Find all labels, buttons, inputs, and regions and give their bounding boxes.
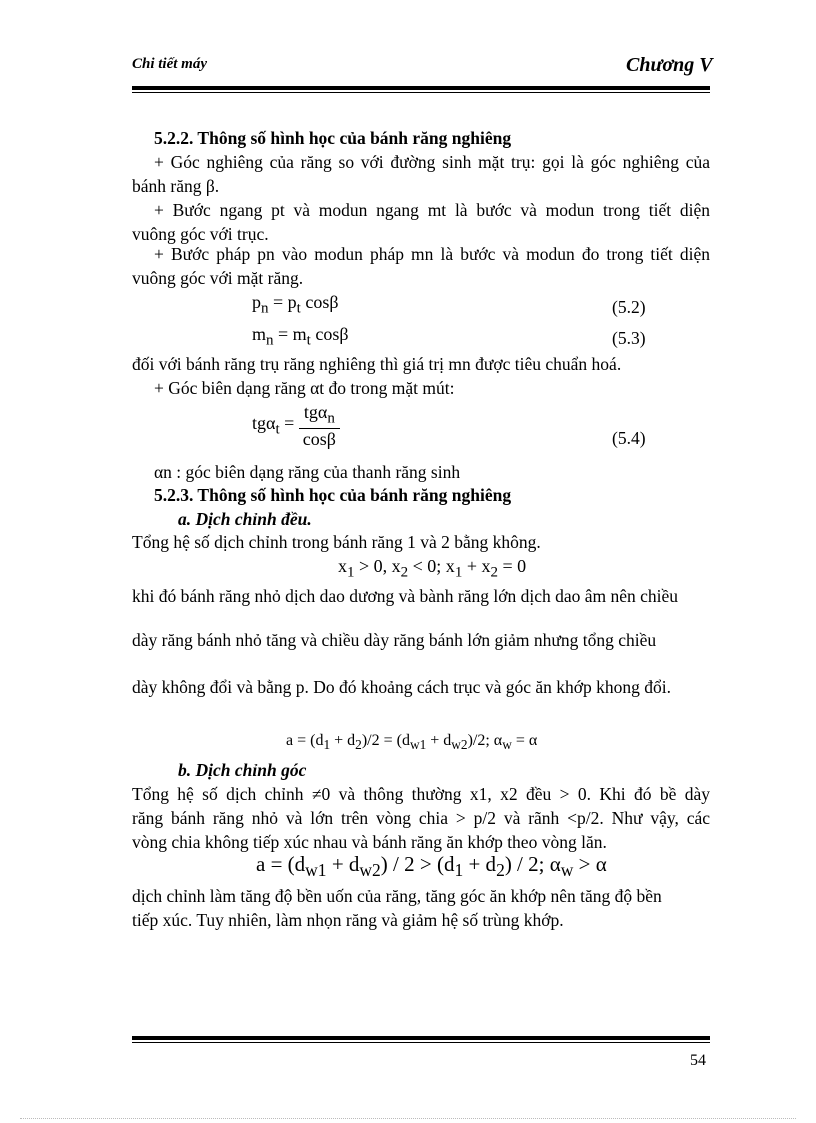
para-5: + Góc biên dạng răng αt đo trong mặt mút: <box>154 378 455 398</box>
equation-5-4: tgα$_t$ = $\frac{tg\alpha_n}{\cos\beta}$ <box>252 402 340 450</box>
para-b-1: Tổng hệ số dịch chỉnh ≠0 và thông thường x1, x2 đều > 0. Khi đó bề dày <box>132 784 710 804</box>
para-b-5: tiếp xúc. Tuy nhiên, làm nhọn răng và giảm hệ số trùng khớp. <box>132 910 564 930</box>
equation-5-3: $m_n = m_t$ cosβ <box>252 324 349 349</box>
para-4: đối với bánh răng trụ răng nghiêng thì giá trị mn được tiêu chuẩn hoá. <box>132 354 622 374</box>
subsection-a-heading: a. Dịch chỉnh đều. <box>178 509 312 529</box>
equation-5-2: $p_n = p_t$ cosβ <box>252 292 339 317</box>
footer-rule <box>132 1036 710 1043</box>
para-2-line-2: vuông góc với trục. <box>132 224 269 244</box>
equation-distance-a: $a = (d_1 + d_2)/2 = (d_{w1} + d_{w2})/2$; $\alpha_w = \alpha$ <box>286 732 538 753</box>
para-2-line-1: + Bước ngang pt và modun ngang mt là bước và modun trong tiết diện <box>154 200 710 220</box>
para-3-line-1: + Bước pháp pn vào modun pháp mn là bước và modun đo trong tiết diện <box>154 244 710 264</box>
para-b-4: dịch chỉnh làm tăng độ bền uốn của răng, tăng góc ăn khớp nên tăng độ bền <box>132 886 662 906</box>
equation-shift-condition: $x_1 > 0$, $x_2 < 0$; $x_1 + x_2 = 0$ <box>338 556 527 581</box>
page-edge-divider <box>20 1118 796 1119</box>
para-1-line-1: + Góc nghiêng của răng so với đường sinh mặt trụ: gọi là góc nghiêng của <box>154 152 710 172</box>
equation-distance-b: $a = (d_{w1} + d_{w2}) / 2 > (d_1 + d_2) / 2$; $\alpha_w > \alpha$ <box>256 852 607 881</box>
equation-5-4-number: (5.4) <box>612 428 646 448</box>
para-a-4: dày không đổi và bằng p. Do đó khoảng cách trục và góc ăn khớp khong đổi. <box>132 677 671 697</box>
equation-5-2-number: (5.2) <box>612 297 646 317</box>
para-b-3: vòng chia không tiếp xúc nhau và bánh răng ăn khớp theo vòng lăn. <box>132 832 607 852</box>
para-a-2: khi đó bánh răng nhỏ dịch dao dương và bành răng lớn dịch dao âm nên chiều <box>132 586 679 606</box>
para-a-3: dày răng bánh nhỏ tăng và chiều dày răng bánh lớn giảm nhưng tổng chiều <box>132 630 657 650</box>
section-522-heading: 5.2.2. Thông số hình học của bánh răng nghiêng <box>154 128 512 148</box>
page-number: 54 <box>690 1052 706 1069</box>
header-rule <box>132 86 710 93</box>
header-title-left: Chi tiết máy <box>132 56 207 72</box>
equation-5-3-number: (5.3) <box>612 328 646 348</box>
para-a-1: Tổng hệ số dịch chỉnh trong bánh răng 1 và 2 bằng không. <box>132 532 541 552</box>
section-523-heading: 5.2.3. Thông số hình học của bánh răng nghiêng <box>154 485 512 505</box>
para-1-line-2: bánh răng β. <box>132 176 220 196</box>
header-chapter: Chương V <box>626 54 713 76</box>
para-b-2: răng bánh răng nhỏ và lớn trên vòng chia > p/2 và rãnh <p/2. Như vậy, các <box>132 808 710 828</box>
para-6: αn : góc biên dạng răng của thanh răng sinh <box>154 462 461 482</box>
subsection-b-heading: b. Dịch chỉnh góc <box>178 760 307 780</box>
para-3-line-2: vuông góc với mặt răng. <box>132 268 304 288</box>
